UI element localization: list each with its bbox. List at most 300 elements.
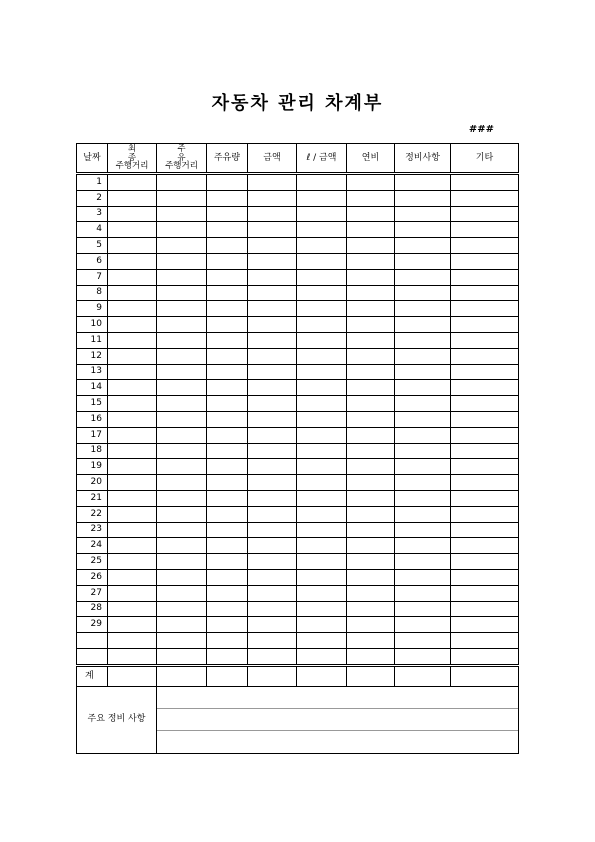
entry-cell[interactable] — [395, 364, 451, 380]
entry-cell[interactable] — [157, 633, 207, 649]
entry-cell[interactable] — [108, 285, 157, 301]
entry-cell[interactable] — [395, 380, 451, 396]
entry-cell[interactable] — [157, 490, 207, 506]
table-row — [77, 411, 519, 427]
entry-cell[interactable] — [297, 522, 347, 538]
entry-cell[interactable] — [108, 443, 157, 459]
entry-cell[interactable] — [108, 585, 157, 601]
entry-cell[interactable] — [248, 475, 297, 491]
entry-cell[interactable] — [451, 411, 519, 427]
entry-cell[interactable] — [297, 538, 347, 554]
entry-cell[interactable] — [108, 238, 157, 254]
entry-cell[interactable] — [207, 475, 248, 491]
entry-cell[interactable] — [395, 253, 451, 269]
header-other: 기타 — [451, 144, 519, 174]
entry-cell[interactable] — [248, 490, 297, 506]
table-row — [77, 490, 519, 506]
entry-cell[interactable] — [108, 538, 157, 554]
entry-cell[interactable] — [207, 380, 248, 396]
entry-cell[interactable] — [451, 506, 519, 522]
entry-cell[interactable] — [451, 554, 519, 570]
entry-cell[interactable] — [297, 617, 347, 633]
entry-cell[interactable] — [108, 269, 157, 285]
entry-cell[interactable] — [157, 364, 207, 380]
table-row — [77, 522, 519, 538]
entry-cell[interactable] — [297, 348, 347, 364]
header-total-mileage-line3: 주행거리 — [115, 161, 149, 172]
entry-cell[interactable] — [207, 269, 248, 285]
entry-cell[interactable] — [451, 253, 519, 269]
entry-cell[interactable] — [108, 475, 157, 491]
entry-cell[interactable] — [207, 601, 248, 617]
entry-cell[interactable] — [347, 601, 395, 617]
document-number: ### — [468, 124, 494, 135]
entry-cell[interactable] — [157, 222, 207, 238]
entry-cell[interactable] — [297, 554, 347, 570]
entry-cell[interactable] — [108, 459, 157, 475]
entry-cell[interactable] — [248, 427, 297, 443]
entry-cell[interactable] — [207, 174, 248, 191]
entry-cell[interactable] — [207, 190, 248, 206]
entry-cell[interactable] — [248, 633, 297, 649]
entry-cell[interactable] — [451, 285, 519, 301]
entry-cell[interactable] — [108, 648, 157, 665]
entry-cell[interactable] — [157, 459, 207, 475]
entry-cell[interactable] — [248, 411, 297, 427]
entry-cell[interactable] — [395, 174, 451, 191]
entry-cell[interactable] — [207, 364, 248, 380]
total-cell[interactable] — [347, 665, 395, 686]
entry-cell[interactable] — [248, 364, 297, 380]
entry-cell[interactable] — [248, 332, 297, 348]
entry-cell[interactable] — [297, 301, 347, 317]
entry-cell[interactable] — [347, 490, 395, 506]
entry-cell[interactable] — [395, 538, 451, 554]
entry-cell[interactable] — [395, 475, 451, 491]
entry-cell[interactable] — [297, 648, 347, 665]
entry-cell[interactable] — [451, 459, 519, 475]
entry-cell[interactable] — [347, 538, 395, 554]
entry-cell[interactable] — [347, 238, 395, 254]
entry-cell[interactable] — [395, 601, 451, 617]
entry-cell[interactable] — [297, 238, 347, 254]
entry-cell[interactable] — [108, 174, 157, 191]
entry-cell[interactable] — [451, 222, 519, 238]
row-date-cell: 2 — [77, 190, 108, 206]
entry-cell[interactable] — [248, 554, 297, 570]
entry-cell[interactable] — [395, 396, 451, 412]
entry-cell[interactable] — [108, 427, 157, 443]
entry-cell[interactable] — [347, 633, 395, 649]
entry-cell[interactable] — [395, 569, 451, 585]
table-row — [77, 317, 519, 333]
entry-cell[interactable] — [108, 253, 157, 269]
entry-cell[interactable] — [157, 317, 207, 333]
entry-cell[interactable] — [395, 648, 451, 665]
entry-cell[interactable] — [108, 411, 157, 427]
entry-cell[interactable] — [451, 364, 519, 380]
entry-cell[interactable] — [451, 301, 519, 317]
entry-cell[interactable] — [248, 506, 297, 522]
total-cell[interactable] — [451, 665, 519, 686]
entry-cell[interactable] — [248, 569, 297, 585]
notes-label: 주요 정비 사항 — [77, 686, 157, 753]
entry-cell[interactable] — [395, 554, 451, 570]
entry-cell[interactable] — [347, 317, 395, 333]
entry-cell[interactable] — [157, 554, 207, 570]
row-date-cell: 26 — [77, 569, 108, 585]
header-efficiency: 연비 — [347, 144, 395, 174]
entry-cell[interactable] — [297, 206, 347, 222]
entry-cell[interactable] — [347, 348, 395, 364]
entry-cell[interactable] — [248, 269, 297, 285]
entry-cell[interactable] — [347, 301, 395, 317]
entry-cell[interactable] — [347, 222, 395, 238]
entry-cell[interactable] — [347, 427, 395, 443]
entry-cell[interactable] — [297, 601, 347, 617]
header-date: 날짜 — [77, 144, 108, 174]
row-date-cell: 5 — [77, 238, 108, 254]
entry-cell[interactable] — [347, 253, 395, 269]
entry-cell[interactable] — [207, 648, 248, 665]
entry-cell[interactable] — [207, 506, 248, 522]
entry-cell[interactable] — [157, 569, 207, 585]
table-row — [77, 348, 519, 364]
entry-cell[interactable] — [207, 538, 248, 554]
entry-cell[interactable] — [248, 459, 297, 475]
total-cell[interactable] — [248, 665, 297, 686]
entry-cell[interactable] — [297, 190, 347, 206]
entry-cell[interactable] — [395, 443, 451, 459]
entry-cell[interactable] — [347, 364, 395, 380]
entry-cell[interactable] — [207, 427, 248, 443]
entry-cell[interactable] — [395, 411, 451, 427]
entry-cell[interactable] — [207, 206, 248, 222]
entry-cell[interactable] — [347, 617, 395, 633]
entry-cell[interactable] — [157, 174, 207, 191]
entry-cell[interactable] — [297, 222, 347, 238]
entry-cell[interactable] — [395, 490, 451, 506]
entry-cell[interactable] — [207, 332, 248, 348]
entry-cell[interactable] — [157, 443, 207, 459]
notes-line[interactable] — [157, 731, 518, 752]
entry-cell[interactable] — [207, 554, 248, 570]
entry-cell[interactable] — [297, 253, 347, 269]
entry-cell[interactable] — [157, 301, 207, 317]
row-date-cell — [77, 633, 108, 649]
entry-cell[interactable] — [395, 238, 451, 254]
entry-cell[interactable] — [248, 222, 297, 238]
entry-cell[interactable] — [157, 585, 207, 601]
entry-cell[interactable] — [207, 253, 248, 269]
entry-cell[interactable] — [347, 190, 395, 206]
entry-cell[interactable] — [297, 411, 347, 427]
row-date-cell: 3 — [77, 206, 108, 222]
entry-cell[interactable] — [347, 269, 395, 285]
entry-cell[interactable] — [395, 301, 451, 317]
entry-cell[interactable] — [108, 569, 157, 585]
entry-cell[interactable] — [207, 317, 248, 333]
entry-cell[interactable] — [395, 222, 451, 238]
entry-cell[interactable] — [157, 253, 207, 269]
entry-cell[interactable] — [451, 206, 519, 222]
row-date-cell: 14 — [77, 380, 108, 396]
entry-cell[interactable] — [297, 317, 347, 333]
entry-cell[interactable] — [395, 332, 451, 348]
total-cell[interactable] — [108, 665, 157, 686]
entry-cell[interactable] — [451, 174, 519, 191]
entry-cell[interactable] — [157, 411, 207, 427]
entry-cell[interactable] — [297, 427, 347, 443]
table-row — [77, 253, 519, 269]
entry-cell[interactable] — [157, 617, 207, 633]
entry-cell[interactable] — [451, 427, 519, 443]
entry-cell[interactable] — [297, 285, 347, 301]
entry-cell[interactable] — [451, 396, 519, 412]
entry-cell[interactable] — [395, 459, 451, 475]
entry-cell[interactable] — [207, 617, 248, 633]
total-cell[interactable] — [207, 665, 248, 686]
entry-cell[interactable] — [157, 206, 207, 222]
entry-cell[interactable] — [395, 190, 451, 206]
entry-cell[interactable] — [347, 380, 395, 396]
row-date-cell: 20 — [77, 475, 108, 491]
entry-cell[interactable] — [347, 506, 395, 522]
row-date-cell: 27 — [77, 585, 108, 601]
entry-cell[interactable] — [207, 633, 248, 649]
entry-cell[interactable] — [451, 475, 519, 491]
entry-cell[interactable] — [157, 538, 207, 554]
total-cell[interactable] — [395, 665, 451, 686]
entry-cell[interactable] — [347, 522, 395, 538]
entry-cell[interactable] — [248, 522, 297, 538]
entry-cell[interactable] — [347, 332, 395, 348]
entry-cell[interactable] — [451, 269, 519, 285]
entry-cell[interactable] — [157, 396, 207, 412]
table-row — [77, 380, 519, 396]
entry-cell[interactable] — [395, 506, 451, 522]
entry-cell[interactable] — [108, 206, 157, 222]
entry-cell[interactable] — [207, 238, 248, 254]
entry-cell[interactable] — [108, 222, 157, 238]
entry-cell[interactable] — [297, 380, 347, 396]
total-cell[interactable] — [157, 665, 207, 686]
entry-cell[interactable] — [108, 317, 157, 333]
entry-cell[interactable] — [451, 317, 519, 333]
entry-cell[interactable] — [157, 348, 207, 364]
entry-cell[interactable] — [297, 396, 347, 412]
entry-cell[interactable] — [451, 601, 519, 617]
entry-cell[interactable] — [157, 522, 207, 538]
entry-cell[interactable] — [451, 617, 519, 633]
entry-cell[interactable] — [347, 459, 395, 475]
entry-cell[interactable] — [297, 490, 347, 506]
entry-cell[interactable] — [248, 285, 297, 301]
entry-cell[interactable] — [451, 380, 519, 396]
entry-cell[interactable] — [108, 364, 157, 380]
entry-cell[interactable] — [297, 364, 347, 380]
entry-cell[interactable] — [157, 427, 207, 443]
entry-cell[interactable] — [157, 269, 207, 285]
entry-cell[interactable] — [451, 538, 519, 554]
entry-cell[interactable] — [108, 601, 157, 617]
table-row — [77, 206, 519, 222]
header-fuel-mileage-line3: 주행거리 — [165, 161, 198, 172]
entry-cell[interactable] — [347, 648, 395, 665]
header-total-mileage-line2: 종 — [127, 152, 137, 163]
total-row — [77, 665, 519, 686]
total-cell[interactable] — [297, 665, 347, 686]
entry-cell[interactable] — [108, 301, 157, 317]
row-date-cell: 4 — [77, 222, 108, 238]
entry-cell[interactable] — [395, 617, 451, 633]
row-date-cell: 18 — [77, 443, 108, 459]
entry-cell[interactable] — [248, 174, 297, 191]
row-date-cell: 8 — [77, 285, 108, 301]
entry-cell[interactable] — [157, 190, 207, 206]
entry-cell[interactable] — [347, 443, 395, 459]
entry-cell[interactable] — [108, 617, 157, 633]
entry-cell[interactable] — [248, 301, 297, 317]
entry-cell[interactable] — [157, 285, 207, 301]
entry-cell[interactable] — [157, 475, 207, 491]
entry-cell[interactable] — [347, 554, 395, 570]
entry-cell[interactable] — [297, 569, 347, 585]
entry-cell[interactable] — [347, 585, 395, 601]
entry-cell[interactable] — [108, 332, 157, 348]
row-date-cell: 21 — [77, 490, 108, 506]
entry-cell[interactable] — [395, 633, 451, 649]
entry-cell[interactable] — [451, 569, 519, 585]
entry-cell[interactable] — [395, 269, 451, 285]
entry-cell[interactable] — [207, 301, 248, 317]
entry-cell[interactable] — [248, 206, 297, 222]
entry-cell[interactable] — [248, 253, 297, 269]
entry-cell[interactable] — [395, 317, 451, 333]
entry-cell[interactable] — [248, 538, 297, 554]
entry-cell[interactable] — [451, 490, 519, 506]
entry-cell[interactable] — [248, 396, 297, 412]
entry-cell[interactable] — [347, 411, 395, 427]
entry-cell[interactable] — [157, 332, 207, 348]
entry-cell[interactable] — [451, 238, 519, 254]
entry-cell[interactable] — [248, 348, 297, 364]
entry-cell[interactable] — [347, 569, 395, 585]
entry-cell[interactable] — [395, 427, 451, 443]
table-row — [77, 585, 519, 601]
entry-cell[interactable] — [451, 633, 519, 649]
entry-cell[interactable] — [451, 332, 519, 348]
entry-cell[interactable] — [248, 648, 297, 665]
entry-cell[interactable] — [347, 396, 395, 412]
entry-cell[interactable] — [207, 585, 248, 601]
entry-cell[interactable] — [157, 380, 207, 396]
entry-cell[interactable] — [248, 317, 297, 333]
entry-cell[interactable] — [451, 648, 519, 665]
header-row — [77, 144, 519, 174]
entry-cell[interactable] — [108, 190, 157, 206]
entry-cell[interactable] — [297, 443, 347, 459]
entry-cell[interactable] — [347, 174, 395, 191]
entry-cell[interactable] — [207, 222, 248, 238]
entry-cell[interactable] — [451, 522, 519, 538]
table-row — [77, 396, 519, 412]
row-date-cell: 17 — [77, 427, 108, 443]
entry-cell[interactable] — [297, 506, 347, 522]
header-maintenance: 정비사항 — [395, 144, 451, 174]
entry-cell[interactable] — [207, 348, 248, 364]
entry-cell[interactable] — [347, 285, 395, 301]
notes-area[interactable] — [157, 686, 519, 753]
entry-cell[interactable] — [395, 206, 451, 222]
entry-cell[interactable] — [207, 459, 248, 475]
entry-cell[interactable] — [347, 475, 395, 491]
entry-cell[interactable] — [207, 569, 248, 585]
entry-cell[interactable] — [207, 522, 248, 538]
entry-cell[interactable] — [108, 554, 157, 570]
entry-cell[interactable] — [108, 380, 157, 396]
entry-cell[interactable] — [297, 585, 347, 601]
entry-cell[interactable] — [297, 174, 347, 191]
entry-cell[interactable] — [248, 380, 297, 396]
entry-cell[interactable] — [297, 269, 347, 285]
entry-cell[interactable] — [395, 522, 451, 538]
entry-cell[interactable] — [108, 633, 157, 649]
notes-line[interactable] — [157, 687, 518, 709]
header-fuel-amount: 주유량 — [207, 144, 248, 174]
entry-cell[interactable] — [451, 348, 519, 364]
entry-cell[interactable] — [207, 396, 248, 412]
entry-cell[interactable] — [451, 585, 519, 601]
entry-cell[interactable] — [207, 285, 248, 301]
entry-cell[interactable] — [395, 348, 451, 364]
entry-cell[interactable] — [108, 506, 157, 522]
entry-cell[interactable] — [157, 238, 207, 254]
header-cost: 금액 — [248, 144, 297, 174]
entry-cell[interactable] — [297, 475, 347, 491]
row-date-cell: 7 — [77, 269, 108, 285]
entry-cell[interactable] — [248, 585, 297, 601]
entry-cell[interactable] — [108, 490, 157, 506]
entry-cell[interactable] — [108, 396, 157, 412]
entry-cell[interactable] — [157, 506, 207, 522]
entry-cell[interactable] — [248, 190, 297, 206]
entry-cell[interactable] — [248, 238, 297, 254]
ledger-body — [77, 174, 519, 754]
entry-cell[interactable] — [157, 601, 207, 617]
entry-cell[interactable] — [248, 617, 297, 633]
entry-cell[interactable] — [248, 601, 297, 617]
entry-cell[interactable] — [395, 585, 451, 601]
entry-cell[interactable] — [451, 443, 519, 459]
entry-cell[interactable] — [297, 459, 347, 475]
entry-cell[interactable] — [207, 411, 248, 427]
table-row — [77, 569, 519, 585]
entry-cell[interactable] — [451, 190, 519, 206]
entry-cell[interactable] — [207, 443, 248, 459]
table-row — [77, 475, 519, 491]
entry-cell[interactable] — [157, 648, 207, 665]
notes-line[interactable] — [157, 709, 518, 731]
entry-cell[interactable] — [395, 285, 451, 301]
entry-cell[interactable] — [108, 522, 157, 538]
entry-cell[interactable] — [108, 348, 157, 364]
entry-cell[interactable] — [207, 490, 248, 506]
entry-cell[interactable] — [297, 633, 347, 649]
entry-cell[interactable] — [297, 332, 347, 348]
entry-cell[interactable] — [347, 206, 395, 222]
entry-cell[interactable] — [248, 443, 297, 459]
